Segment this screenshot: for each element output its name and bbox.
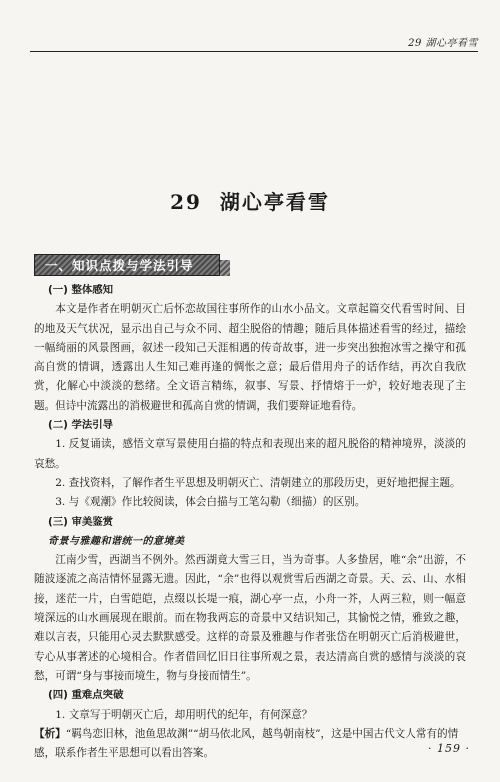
section-heading-method: (二) 学法引导 [48, 419, 114, 432]
chapter-title-text: 湖心亭看雪 [219, 190, 330, 214]
section-heading-key-points: (四) 重难点突破 [48, 689, 124, 702]
method-item-1: 1. 反复诵读，感悟文章写景使用白描的特点和表现出来的超凡脱俗的精神境界，淡淡的哀愁。 [34, 438, 466, 470]
page-number: · 159 · [428, 742, 470, 755]
method-item-3: 3. 与《观潮》作比较阅读，体会白描与工笔勾勒（细描）的区别。 [55, 496, 366, 509]
section-heading-overview: (一) 整体感知 [48, 284, 114, 296]
chapter-number: 29 [170, 190, 202, 214]
question-1: 1. 文章写于明朝灭亡后，却用明代的纪年，有何深意？ [55, 708, 313, 721]
section-heading-appreciation: (三) 审美鉴赏 [48, 515, 114, 528]
overview-paragraph: 本文是作者在明朝灭亡后怀恋故国往事所作的山水小品文。文章起篇交代看雪时间、目的地及天气状况，显示出自己与众不同、超尘脱俗的情趣；随后具体描述看雪的经过，描绘一幅绮丽的风景图画，叙述一段知己天涯相遇的传奇故事，进一步突出独抱冰雪之操守和孤高自赏的情调，透露出人生知己难再逢的惆怅之意；最后借用舟子的话作结，再次自我欣赏，化解心中淡淡的愁绪。全文语言精练，叙事、写景、抒情熔于一炉，较好地表现了主题。但诗中流露出的消极避世和孤高自赏的情调，我们要辩证地看待。 [34, 303, 466, 412]
answer-label: 【析】 [34, 727, 66, 740]
running-header: 29 湖心亭看雪 [30, 34, 478, 52]
answer-1 [34, 725, 466, 764]
appreciation-paragraph: 江南少雪，西湖当不例外。然西湖竟大雪三日，当为奇事。人多蛰居，唯“余”出游，不随波逐流之高洁情怀显露无遗。因此，“余”也得以观赏雪后西湖之奇景。天、云、山、水相接，迷茫一片，白雪皑皑，点缀以长堤一痕，湖心亭一点，小舟一芥，人两三粒，则一幅意境深远的山水画展现在眼前。而在物我两忘的奇景中又结识知己，其愉悦之情，雅致之趣，难以言表，只能用心灵去默默感受。这样的奇景及雅趣与作者张岱在明朝灭亡后消极避世，专心从事著述的心境相合。作者借回忆旧日往事所观之景，表达清高自赏的感情与淡淡的哀愁，可谓“身与事接而境生，物与身接而情生”。 [34, 554, 466, 682]
section-banner: 一、知识点拨与学法引导 [34, 254, 220, 276]
main-content [34, 281, 466, 763]
chapter-title [0, 186, 500, 215]
section-banner-tail [220, 260, 230, 276]
appreciation-subheading: 奇景与雅趣和谐统一的意境美 [48, 535, 185, 547]
answer-text: “羁鸟恋旧林，池鱼思故渊”“胡马依北风，越鸟朝南枝”，这是中国古代文人常有的情感，联系作者生平思想可以看出答案。 [34, 727, 459, 760]
method-item-2: 2. 查找资料，了解作者生平思想及明朝灭亡、清朝建立的那段历史，更好地把握主题。 [55, 476, 461, 489]
